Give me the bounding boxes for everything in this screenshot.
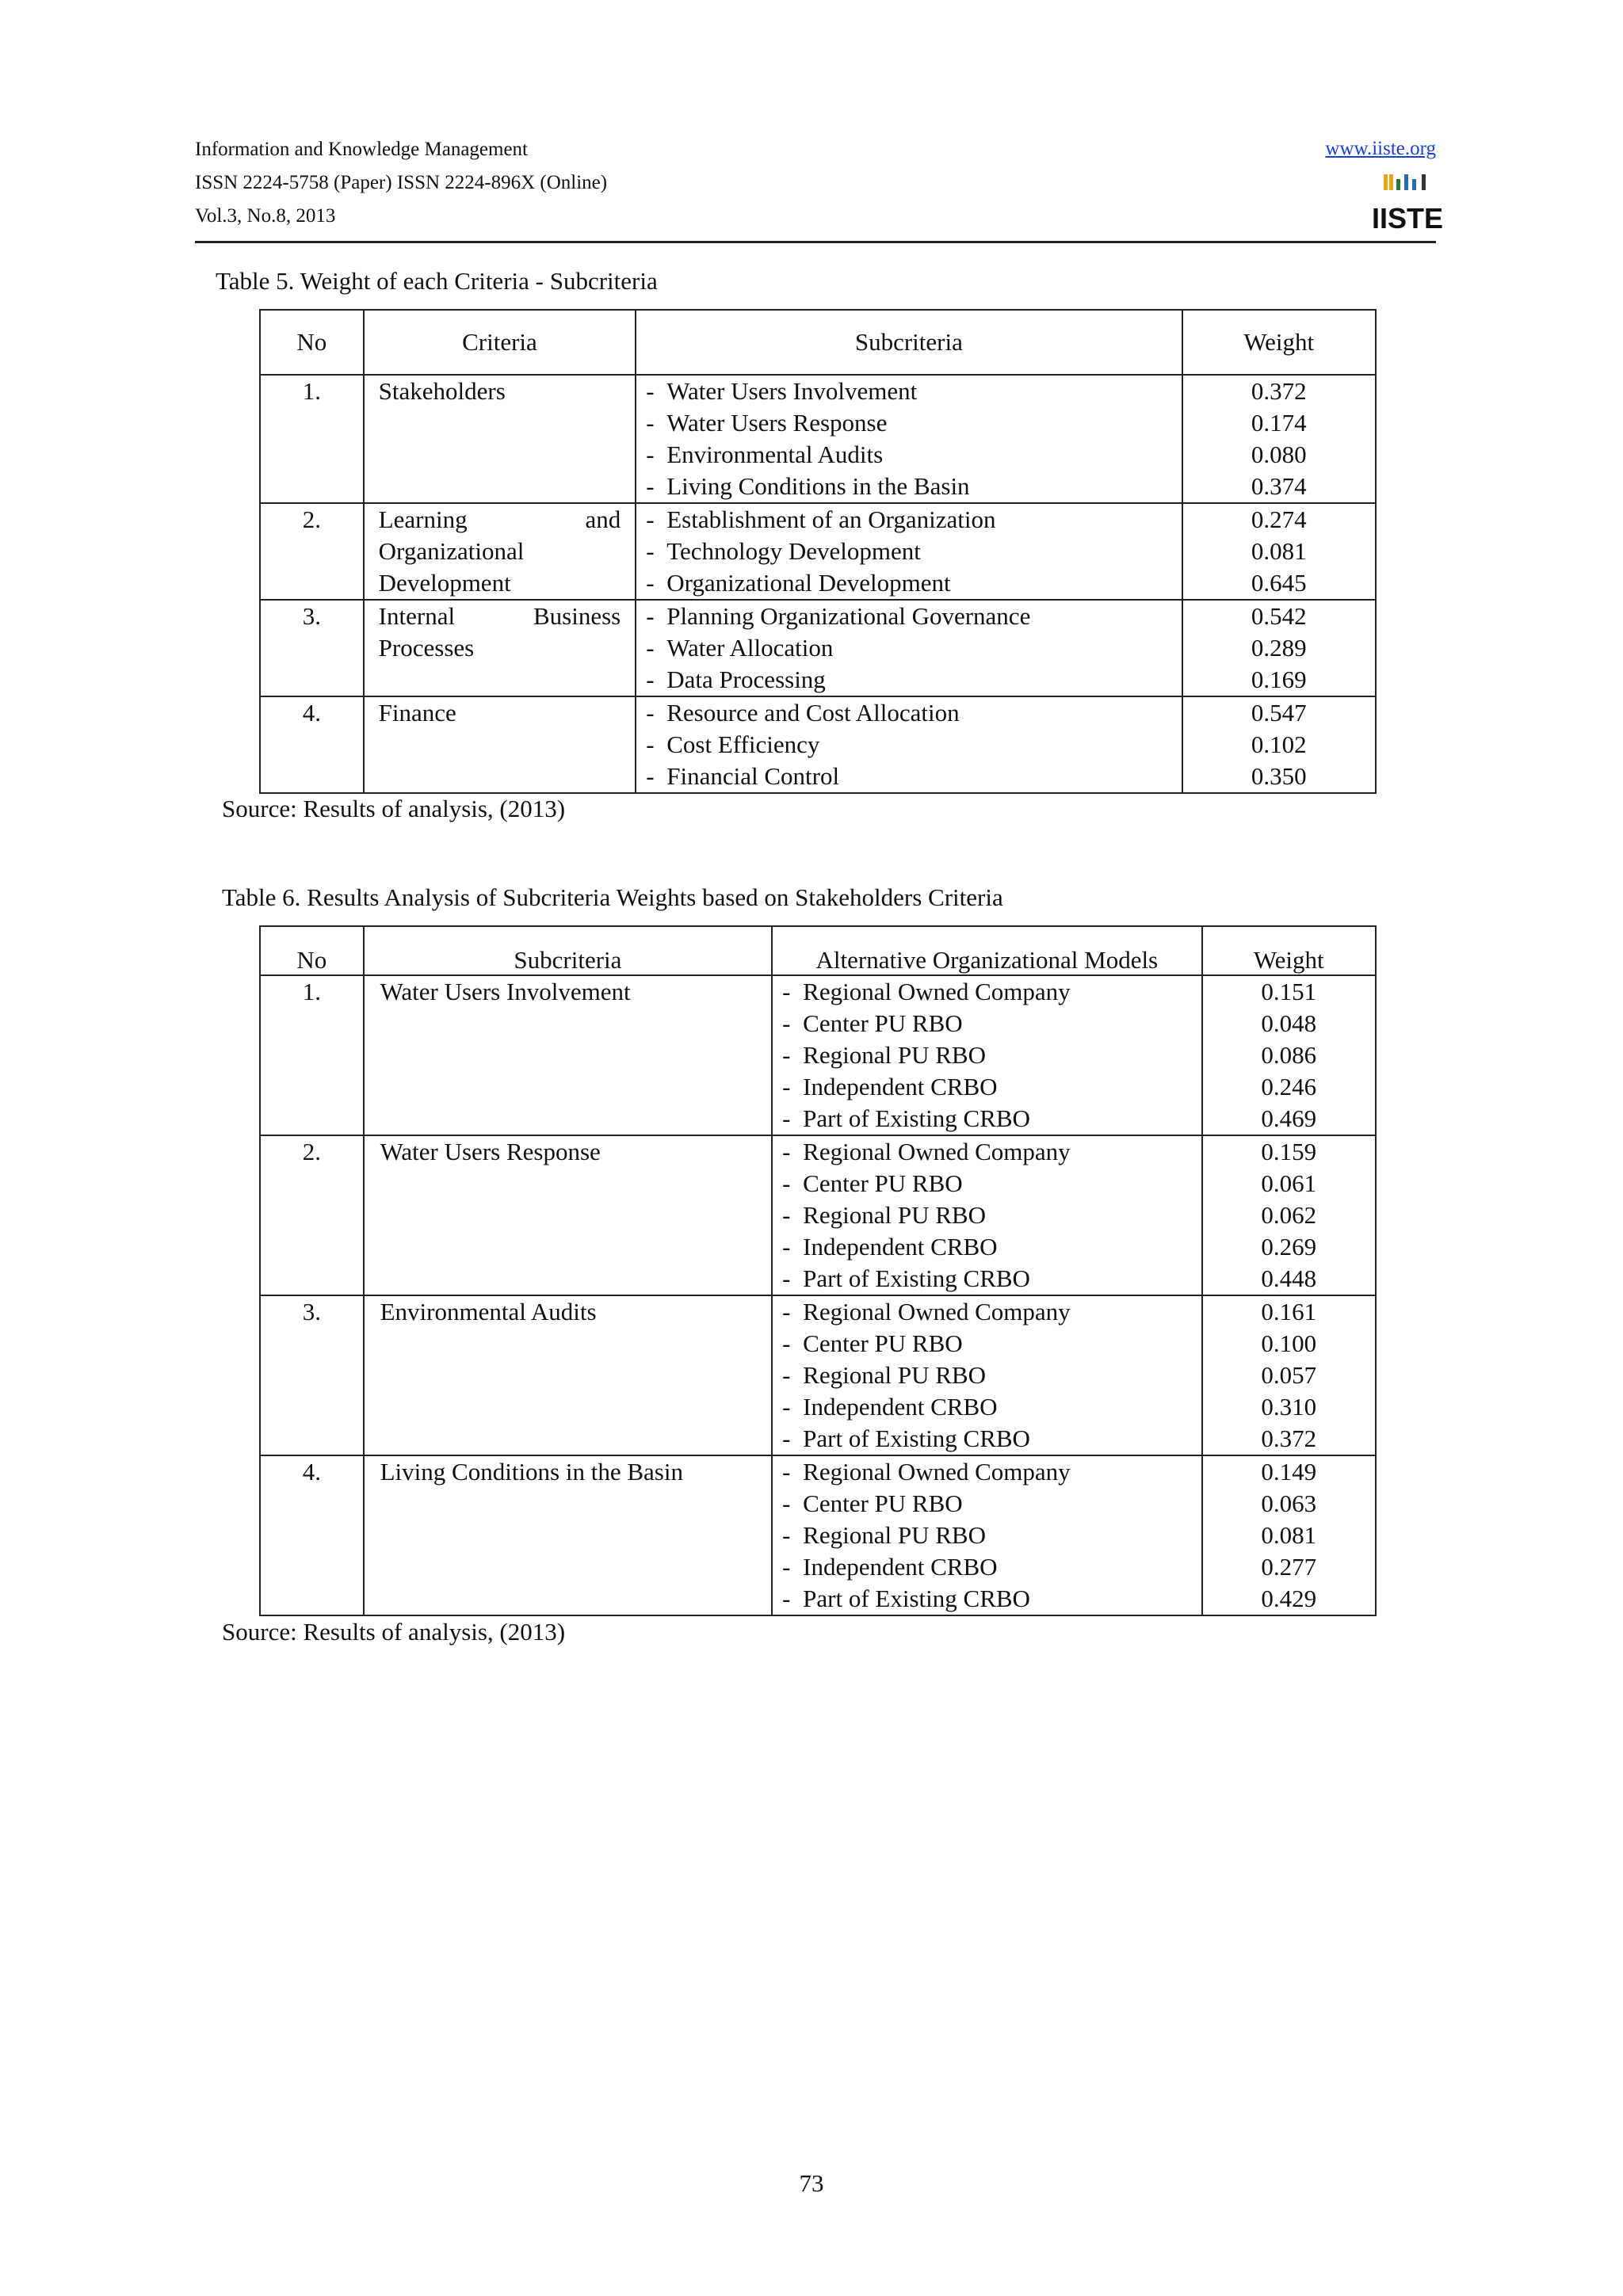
- bullet-dash: -: [782, 1073, 791, 1100]
- bullet-dash: -: [646, 666, 655, 693]
- table-row: [260, 503, 1376, 600]
- model-item: [782, 1103, 1201, 1135]
- bullet-dash: -: [646, 730, 655, 758]
- subcriteria-label: Water Users Involvement: [380, 978, 631, 1005]
- weight-value: 0.048: [1261, 1009, 1317, 1037]
- bullet-dash: -: [782, 1041, 791, 1069]
- weight-value: 0.277: [1261, 1553, 1317, 1581]
- subcriteria-label: Living Conditions in the Basin: [666, 472, 970, 500]
- weight-value: 0.102: [1251, 730, 1307, 758]
- subcriteria-cell: [636, 600, 1182, 696]
- model-label: Independent CRBO: [803, 1233, 998, 1261]
- row-number-text: 4.: [302, 699, 321, 727]
- model-item: [782, 1488, 1201, 1520]
- criteria-line: Stakeholders: [378, 377, 506, 405]
- weight-cell: [1182, 375, 1376, 503]
- criteria-line: Internal Business: [378, 602, 621, 630]
- model-item: [782, 1071, 1201, 1103]
- row-number: [260, 975, 364, 1135]
- journal-title: Information and Knowledge Management: [195, 139, 529, 160]
- subcriteria-label: Resource and Cost Allocation: [666, 699, 960, 727]
- bullet-dash: -: [646, 505, 655, 533]
- table5-caption: Table 5. Weight of each Criteria - Subcriteria: [216, 267, 658, 295]
- weight-cell: [1182, 696, 1376, 793]
- subcriteria-label: Organizational Development: [666, 569, 951, 597]
- model-label: Regional Owned Company: [803, 1138, 1071, 1165]
- model-item: [782, 1296, 1201, 1328]
- model-label: Part of Existing CRBO: [803, 1104, 1030, 1132]
- row-number: [260, 696, 364, 793]
- subcriteria-label: Planning Organizational Governance: [666, 602, 1031, 630]
- weight-value: 0.372: [1261, 1425, 1317, 1452]
- row-number: [260, 375, 364, 503]
- weight-value: 0.057: [1261, 1361, 1317, 1389]
- table5-header-row: [260, 310, 1376, 375]
- row-number-text: 1.: [302, 978, 321, 1005]
- model-item: [782, 1199, 1201, 1231]
- bullet-dash: -: [646, 441, 655, 468]
- bullet-dash: -: [782, 1329, 791, 1357]
- subcriteria-label: Environmental Audits: [380, 1298, 597, 1325]
- header-weight: Weight: [1202, 926, 1377, 975]
- weight-value: 0.159: [1261, 1138, 1317, 1165]
- row-number-text: 1.: [302, 377, 321, 405]
- weight-value: 0.372: [1251, 377, 1307, 405]
- weight-value: 0.081: [1261, 1521, 1317, 1549]
- subcriteria-cell: [636, 375, 1182, 503]
- row-number: [260, 600, 364, 696]
- row-number-text: 3.: [302, 602, 321, 630]
- criteria-line: Finance: [378, 699, 456, 727]
- issn-line: ISSN 2224-5758 (Paper) ISSN 2224-896X (Online): [195, 172, 608, 193]
- subcriteria-item: [646, 407, 1181, 439]
- bullet-dash: -: [782, 1233, 791, 1261]
- subcriteria-item: [646, 504, 1181, 536]
- criteria-line: Processes: [378, 634, 475, 662]
- row-number: [260, 1455, 364, 1615]
- bullet-dash: -: [782, 1489, 791, 1517]
- table-row: [260, 696, 1376, 793]
- subcriteria-item: [646, 536, 1181, 567]
- bullet-dash: -: [782, 1361, 791, 1389]
- header-models: Alternative Organizational Models: [772, 926, 1201, 975]
- header-subcriteria: Subcriteria: [636, 310, 1182, 375]
- subcriteria-label: Water Users Response: [666, 409, 888, 437]
- header-no: No: [260, 310, 364, 375]
- weight-value: 0.350: [1251, 762, 1307, 790]
- bullet-dash: -: [646, 377, 655, 405]
- bullet-dash: -: [646, 472, 655, 500]
- svg-text:IISTE: IISTE: [1371, 202, 1444, 235]
- model-item: [782, 1360, 1201, 1391]
- row-number-text: 3.: [302, 1298, 321, 1325]
- bullet-dash: -: [782, 1104, 791, 1132]
- weight-value: 0.547: [1251, 699, 1307, 727]
- weight-cell: [1202, 1135, 1377, 1295]
- weight-value: 0.169: [1251, 666, 1307, 693]
- model-label: Independent CRBO: [803, 1393, 998, 1421]
- models-cell: [772, 1455, 1201, 1615]
- model-label: Center PU RBO: [803, 1489, 963, 1517]
- criteria-cell: [364, 696, 636, 793]
- model-item: [782, 1039, 1201, 1071]
- model-label: Regional PU RBO: [803, 1201, 986, 1229]
- bullet-dash: -: [782, 1009, 791, 1037]
- website-link[interactable]: www.iiste.org: [1325, 138, 1436, 159]
- table-row: [260, 1295, 1376, 1455]
- row-number: [260, 1135, 364, 1295]
- bullet-dash: -: [782, 1425, 791, 1452]
- bullet-dash: -: [782, 1458, 791, 1486]
- weight-value: 0.274: [1251, 505, 1307, 533]
- subcriteria-item: [646, 567, 1181, 599]
- model-item: [782, 1136, 1201, 1168]
- weight-cell: [1202, 1455, 1377, 1615]
- model-label: Regional PU RBO: [803, 1521, 986, 1549]
- model-label: Regional PU RBO: [803, 1041, 986, 1069]
- subcriteria-cell: [636, 503, 1182, 600]
- subcriteria-label: Water Users Response: [380, 1138, 601, 1165]
- model-item: [782, 1328, 1201, 1360]
- volume-line: Vol.3, No.8, 2013: [195, 205, 336, 227]
- weight-value: 0.151: [1261, 978, 1317, 1005]
- model-label: Part of Existing CRBO: [803, 1585, 1030, 1612]
- criteria-cell: [364, 375, 636, 503]
- iiste-logo: [1371, 171, 1444, 235]
- subcriteria-label: Financial Control: [666, 762, 840, 790]
- subcriteria-cell: [364, 1135, 773, 1295]
- model-label: Independent CRBO: [803, 1553, 998, 1581]
- weight-value: 0.149: [1261, 1458, 1317, 1486]
- bullet-dash: -: [782, 1393, 791, 1421]
- model-label: Regional Owned Company: [803, 1458, 1071, 1486]
- subcriteria-label: Living Conditions in the Basin: [380, 1458, 683, 1486]
- weight-value: 0.469: [1261, 1104, 1317, 1132]
- bullet-dash: -: [782, 1264, 791, 1292]
- models-cell: [772, 1295, 1201, 1455]
- model-item: [782, 976, 1201, 1008]
- subcriteria-cell: [364, 975, 773, 1135]
- model-item: [782, 1520, 1201, 1551]
- bullet-dash: -: [646, 699, 655, 727]
- model-item: [782, 1551, 1201, 1583]
- subcriteria-cell: [636, 696, 1182, 793]
- model-label: Regional Owned Company: [803, 978, 1071, 1005]
- header-weight: Weight: [1182, 310, 1376, 375]
- criteria-cell: [364, 503, 636, 600]
- model-item: [782, 1456, 1201, 1488]
- criteria-cell: [364, 600, 636, 696]
- row-number-text: 4.: [302, 1458, 321, 1486]
- row-number: [260, 1295, 364, 1455]
- bullet-dash: -: [646, 409, 655, 437]
- model-item: [782, 1008, 1201, 1039]
- criteria-line: Organizational: [378, 537, 525, 565]
- subcriteria-item: [646, 632, 1181, 664]
- bullet-dash: -: [782, 1298, 791, 1325]
- table-row: [260, 600, 1376, 696]
- bullet-dash: -: [782, 1553, 791, 1581]
- subcriteria-item: [646, 761, 1181, 792]
- model-item: [782, 1231, 1201, 1263]
- subcriteria-label: Water Allocation: [666, 634, 834, 662]
- table6: [259, 925, 1377, 1616]
- model-label: Center PU RBO: [803, 1329, 963, 1357]
- row-number-text: 2.: [302, 1138, 321, 1165]
- weight-cell: [1202, 975, 1377, 1135]
- weight-value: 0.429: [1261, 1585, 1317, 1612]
- subcriteria-label: Data Processing: [666, 666, 826, 693]
- bullet-dash: -: [782, 1169, 791, 1197]
- weight-value: 0.086: [1261, 1041, 1317, 1069]
- model-label: Regional PU RBO: [803, 1361, 986, 1389]
- model-label: Part of Existing CRBO: [803, 1425, 1030, 1452]
- weight-value: 0.289: [1251, 634, 1307, 662]
- model-item: [782, 1423, 1201, 1455]
- weight-value: 0.063: [1261, 1489, 1317, 1517]
- bullet-dash: -: [646, 602, 655, 630]
- weight-value: 0.161: [1261, 1298, 1317, 1325]
- weight-value: 0.645: [1251, 569, 1307, 597]
- table-row: [260, 375, 1376, 503]
- table-row: [260, 975, 1376, 1135]
- subcriteria-item: [646, 601, 1181, 632]
- subcriteria-item: [646, 439, 1181, 471]
- table6-header-row: [260, 926, 1376, 975]
- weight-value: 0.062: [1261, 1201, 1317, 1229]
- model-label: Center PU RBO: [803, 1169, 963, 1197]
- table-row: [260, 1135, 1376, 1295]
- model-label: Center PU RBO: [803, 1009, 963, 1037]
- weight-value: 0.174: [1251, 409, 1307, 437]
- weight-value: 0.448: [1261, 1264, 1317, 1292]
- subcriteria-item: [646, 471, 1181, 502]
- subcriteria-label: Technology Development: [666, 537, 921, 565]
- weight-value: 0.269: [1261, 1233, 1317, 1261]
- bullet-dash: -: [782, 978, 791, 1005]
- table-row: [260, 1455, 1376, 1615]
- criteria-line: Development: [378, 569, 511, 597]
- model-item: [782, 1168, 1201, 1199]
- model-label: Part of Existing CRBO: [803, 1264, 1030, 1292]
- weight-cell: [1202, 1295, 1377, 1455]
- table5: [259, 309, 1377, 794]
- subcriteria-label: Water Users Involvement: [666, 377, 918, 405]
- table6-source: Source: Results of analysis, (2013): [222, 1618, 566, 1646]
- weight-value: 0.542: [1251, 602, 1307, 630]
- bullet-dash: -: [646, 537, 655, 565]
- subcriteria-label: Environmental Audits: [666, 441, 884, 468]
- page-header: [195, 135, 1444, 243]
- subcriteria-label: Cost Efficiency: [666, 730, 820, 758]
- table6-caption: Table 6. Results Analysis of Subcriteria Weights based on Stakeholders Criteria: [222, 883, 1003, 911]
- weight-cell: [1182, 503, 1376, 600]
- subcriteria-cell: [364, 1295, 773, 1455]
- weight-value: 0.080: [1251, 441, 1307, 468]
- header-criteria: Criteria: [364, 310, 636, 375]
- model-item: [782, 1263, 1201, 1295]
- weight-value: 0.374: [1251, 472, 1307, 500]
- page-number: 73: [799, 2169, 824, 2197]
- weight-value: 0.061: [1261, 1169, 1317, 1197]
- model-item: [782, 1583, 1201, 1615]
- bullet-dash: -: [782, 1585, 791, 1612]
- header-subcriteria: Subcriteria: [364, 926, 773, 975]
- bullet-dash: -: [646, 569, 655, 597]
- weight-value: 0.310: [1261, 1393, 1317, 1421]
- subcriteria-label: Establishment of an Organization: [666, 505, 996, 533]
- subcriteria-item: [646, 729, 1181, 761]
- weight-value: 0.246: [1261, 1073, 1317, 1100]
- row-number-text: 2.: [302, 505, 321, 533]
- weight-value: 0.100: [1261, 1329, 1317, 1357]
- bullet-dash: -: [782, 1521, 791, 1549]
- criteria-line: Learning and: [378, 505, 621, 533]
- models-cell: [772, 975, 1201, 1135]
- subcriteria-item: [646, 376, 1181, 407]
- subcriteria-item: [646, 697, 1181, 729]
- row-number: [260, 503, 364, 600]
- bullet-dash: -: [646, 762, 655, 790]
- header-no: No: [260, 926, 364, 975]
- subcriteria-item: [646, 664, 1181, 696]
- subcriteria-cell: [364, 1455, 773, 1615]
- models-cell: [772, 1135, 1201, 1295]
- bullet-dash: -: [646, 634, 655, 662]
- bullet-dash: -: [782, 1138, 791, 1165]
- model-item: [782, 1391, 1201, 1423]
- weight-cell: [1182, 600, 1376, 696]
- model-label: Independent CRBO: [803, 1073, 998, 1100]
- model-label: Regional Owned Company: [803, 1298, 1071, 1325]
- table5-source: Source: Results of analysis, (2013): [222, 795, 566, 822]
- bullet-dash: -: [782, 1201, 791, 1229]
- weight-value: 0.081: [1251, 537, 1307, 565]
